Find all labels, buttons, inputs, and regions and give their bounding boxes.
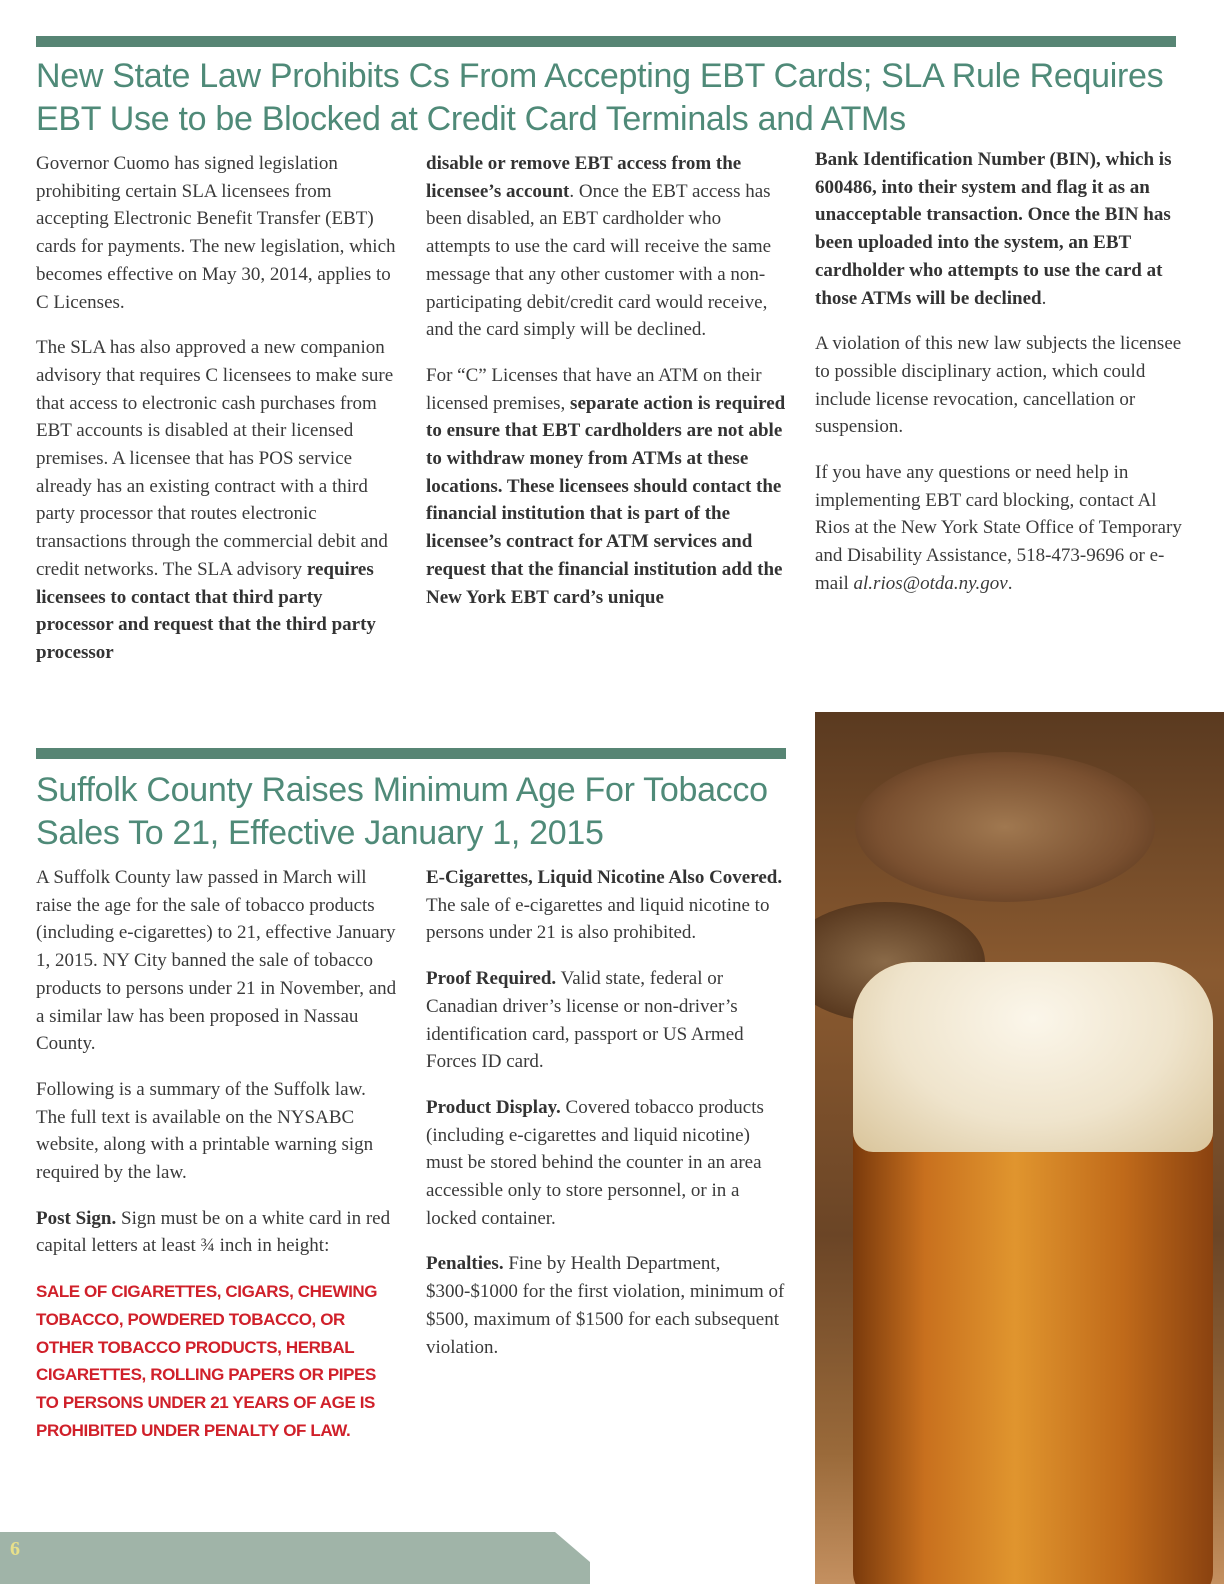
- paragraph: [426, 1094, 788, 1233]
- paragraph: [36, 1278, 398, 1444]
- paragraph: [426, 150, 788, 344]
- article2-column-2: [426, 864, 788, 1379]
- paragraph: [36, 864, 398, 1058]
- bold-text: Penalties.: [426, 1253, 504, 1275]
- text: The SLA has also approved a new companion advisory that requires C licensees to make sure that access to electronic cash purchases from EBT accounts is disabled at their licensed premises. A licensee that has POS service already has an existing contract with a third party processor that routes electronic transactions through the commercial debit and credit networks. The SLA advisory: [36, 337, 394, 580]
- text: Following is a summary of the Suffolk law. The full text is available on the NYSABC website, along with a printable warning sign required by the law.: [36, 1078, 374, 1184]
- warning-sign-text: SALE OF CIGARETTES, CIGARS, CHEWING TOBACCO, POWDERED TOBACCO, OR OTHER TOBACCO PRODUCTS, HERBAL CIGARETTES, ROLLING PAPERS OR PIPES TO PERSONS UNDER 21 YEARS OF AGE IS PROHIBITED UNDER PENALTY OF LAW.: [36, 1282, 378, 1440]
- text: Governor Cuomo has signed legislation prohibiting certain SLA licensees from accepting Electronic Benefit Transfer (EBT) cards for payments. The new legislation, which becomes effective on May 30, 2014, applies to C Licenses.: [36, 153, 396, 313]
- text: Fine by Health Department, $300-$1000 for the first violation, minimum of $500, maximum of $1500 for each subsequent violation.: [426, 1253, 785, 1358]
- article1-column-1: [36, 150, 398, 685]
- text: A Suffolk County law passed in March will raise the age for the sale of tobacco products (including e-cigarettes) to 21, effective January 1, 2015. NY City banned the sale of tobacco products to persons under 21 in November, and a similar law has been proposed in Nassau County.: [36, 867, 397, 1055]
- article1-title: New State Law Prohibits Cs From Accepting EBT Cards; SLA Rule Requires EBT Use to be Blocked at Credit Card Terminals and ATMs: [36, 57, 1164, 138]
- paragraph: [36, 150, 398, 316]
- text: The sale of e-cigarettes and liquid nicotine to persons under 21 is also prohibited.: [426, 894, 770, 944]
- paragraph: [426, 864, 788, 947]
- bold-text: Bank Identification Number (BIN), which is 600486, into their system and flag it as an unacceptable transaction. Once the BIN has been uploaded into the system, an EBT cardholder who attempts to use the card at those ATMs will be declined: [815, 149, 1172, 309]
- text: Sign must be on a white card in red capital letters at least ¾ inch in height:: [36, 1207, 391, 1257]
- bold-text: Proof Required.: [426, 968, 557, 990]
- bold-text: Post Sign.: [36, 1207, 117, 1229]
- article1-rule: [36, 36, 1176, 47]
- article1-column-2: [426, 150, 788, 629]
- bold-text: E-Cigarettes, Liquid Nicotine Also Covered.: [426, 867, 783, 888]
- text: al.rios@otda.ny.gov: [853, 572, 1008, 594]
- paragraph: [815, 459, 1185, 598]
- bold-text: Product Display.: [426, 1096, 561, 1118]
- article1-column-3: [815, 146, 1185, 616]
- bold-text: disable or remove EBT access from the licensee’s account: [426, 153, 742, 202]
- paragraph: [426, 1250, 788, 1361]
- article2-rule: [36, 748, 786, 759]
- text: .: [1041, 287, 1047, 309]
- text: For “C” Licenses that have an ATM on their licensed premises,: [426, 364, 762, 414]
- text: .: [1007, 572, 1013, 594]
- page-number: 6: [10, 1538, 20, 1560]
- article2-title: Suffolk County Raises Minimum Age For Tobacco Sales To 21, Effective January 1, 2015: [36, 771, 768, 852]
- beer-photo: [815, 712, 1224, 1584]
- paragraph: [426, 362, 788, 611]
- paragraph: [36, 1205, 398, 1260]
- bold-text: requires licensees to contact that third party processor and request that the third party processor: [36, 558, 376, 663]
- text: Covered tobacco products (including e-cigarettes and liquid nicotine) must be stored behind the counter in an area accessible only to store personnel, or in a locked container.: [426, 1096, 764, 1229]
- paragraph: [36, 1076, 398, 1187]
- text: Valid state, federal or Canadian driver’s license or non-driver’s identification card, passport or US Armed Forces ID card.: [426, 968, 744, 1073]
- paragraph: [815, 330, 1185, 441]
- paragraph: [426, 965, 788, 1076]
- paragraph: [36, 334, 398, 666]
- text: . Once the EBT access has been disabled, an EBT cardholder who attempts to use the card will receive the same message that any other customer with a non-participating debit/credit card would receive, and the card simply will be declined.: [426, 180, 772, 341]
- bold-text: separate action is required to ensure that EBT cardholders are not able to withdraw money from ATMs at these locations. These licensees should contact the financial institution that is part of the licensee’s contract for ATM services and request that the financial institution add the New York EBT card’s unique: [426, 392, 786, 608]
- paragraph: [815, 146, 1185, 312]
- footer-bar: [0, 1532, 590, 1584]
- text: A violation of this new law subjects the licensee to possible disciplinary action, which could include license revocation, cancellation or suspension.: [815, 333, 1182, 438]
- article2-column-1: [36, 864, 398, 1462]
- text: If you have any questions or need help in implementing EBT card blocking, contact Al Rios at the New York State Office of Temporary and Disability Assistance, 518-473-9696 or e-mail: [815, 462, 1182, 594]
